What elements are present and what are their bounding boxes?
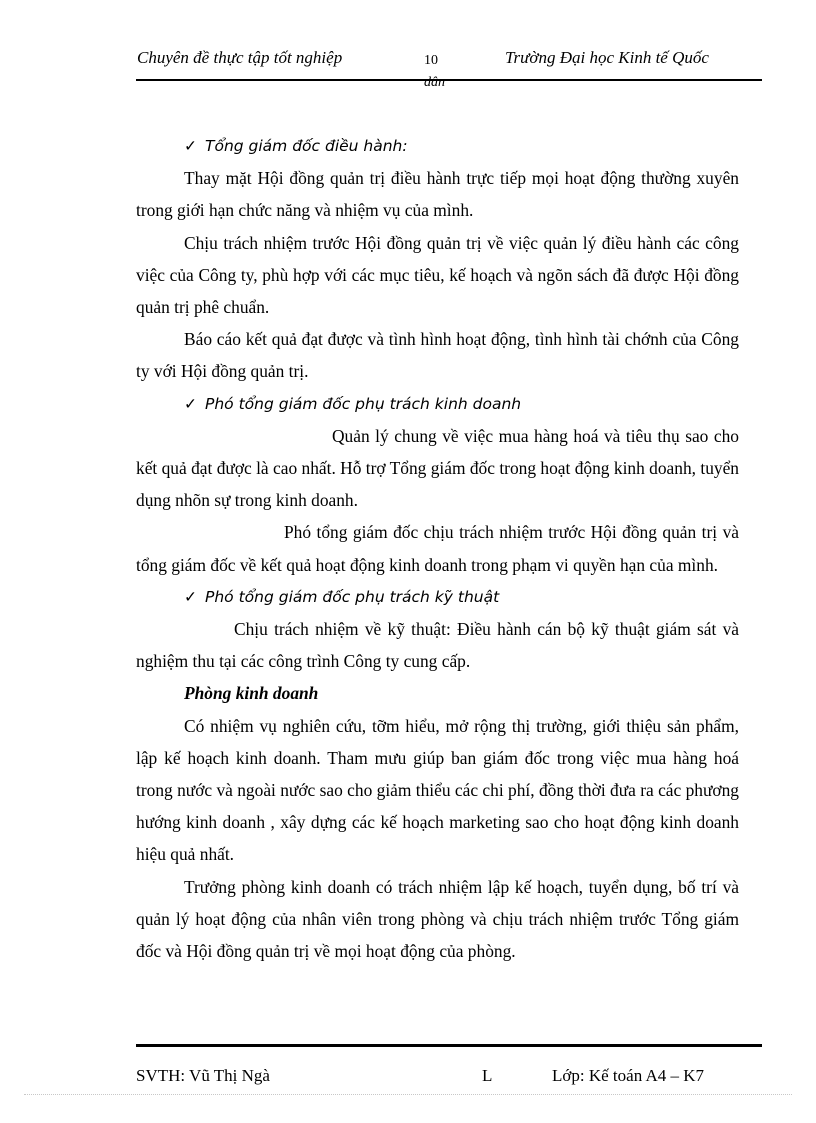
- header-left-title: Chuyên đề thực tập tốt nghiệp: [137, 48, 343, 67]
- header-right-overflow: dân: [424, 75, 445, 90]
- footer-student: SVTH: Vũ Thị Ngà: [136, 1066, 270, 1085]
- paragraph: Có nhiệm vụ nghiên cứu, tỡm hiểu, mở rộng thị trường, giới thiệu sản phẩm, lập kế hoạch kinh doanh. Tham mưu giúp ban giám đốc trong việc mua hàng hoá trong nước và ngoài nước sao cho giảm thiểu các chi phí, đồng thời đưa ra các phương hướng kinh doanh , xây dựng các kế hoạch marketing sao cho hoạt động kinh doanh hiệu quả nhất.: [136, 715, 739, 865]
- paragraph: Phó tổng giám đốc chịu trách nhiệm trước Hội đồng quản trị và tổng giám đốc về kết quả hoạt động kinh doanh trong phạm vi quyền hạn của mình.: [136, 522, 739, 575]
- page-boundary-line: [24, 1094, 792, 1095]
- section-vp-business-title: [136, 388, 739, 420]
- paragraph: Trưởng phòng kinh doanh có trách nhiệm lập kế hoạch, tuyển dụng, bố trí và quản lý hoạt động của nhân viên trong phòng và chịu trách nhiệm trước Tổng giám đốc và Hội đồng quản trị về mọi hoạt động của phòng.: [136, 876, 739, 962]
- document-body: [136, 130, 739, 967]
- page-number: 10: [424, 53, 438, 68]
- footer-class: Lớp: Kế toán A4 – K7: [552, 1066, 705, 1085]
- header-page-number: [424, 50, 454, 94]
- paragraph: Báo cáo kết quả đạt được và tình hình hoạt động, tình hình tài chớnh của Công ty với Hội đồng quản trị.: [136, 329, 739, 382]
- paragraph: Thay mặt Hội đồng quản trị điều hành trực tiếp mọi hoạt động thường xuyên trong giới hạn chức năng và nhiệm vụ của mình.: [136, 168, 739, 221]
- paragraph: Chịu trách nhiệm trước Hội đồng quản trị về việc quản lý điều hành các công việc của Công ty, phù hợp với các mục tiêu, kế hoạch và ngõn sách đã được Hội đồng quản trị phê chuẩn.: [136, 232, 739, 318]
- section-vp-technical-title-text: Phó tổng giám đốc phụ trách kỹ thuật: [205, 587, 500, 606]
- footer-rule: [136, 1044, 762, 1047]
- section-business-dept-title: Phòng kinh doanh: [184, 683, 319, 704]
- footer-mid-mark: L: [482, 1066, 493, 1085]
- section-vp-business-title-text: Phó tổng giám đốc phụ trách kinh doanh: [205, 394, 522, 413]
- check-icon: ✓: [184, 394, 197, 413]
- check-icon: ✓: [184, 137, 197, 155]
- check-icon: ✓: [184, 587, 197, 606]
- header-rule: [136, 79, 762, 81]
- section-vp-technical-title: [136, 581, 739, 613]
- paragraph: Quản lý chung về việc mua hàng hoá và tiêu thụ sao cho kết quả đạt được là cao nhất. Hỗ trợ Tổng giám đốc trong hoạt động kinh doanh, tuyển dụng nhõn sự trong kinh doanh.: [136, 425, 739, 511]
- section-ceo-title: [136, 130, 739, 162]
- header-right-title: Trường Đại học Kinh tế Quốc: [505, 48, 709, 67]
- paragraph: Chịu trách nhiệm về kỹ thuật: Điều hành cán bộ kỹ thuật giám sát và nghiệm thu tại các công trình Công ty cung cấp.: [136, 619, 739, 672]
- section-ceo-title-text: Tổng giám đốc điều hành:: [205, 137, 408, 155]
